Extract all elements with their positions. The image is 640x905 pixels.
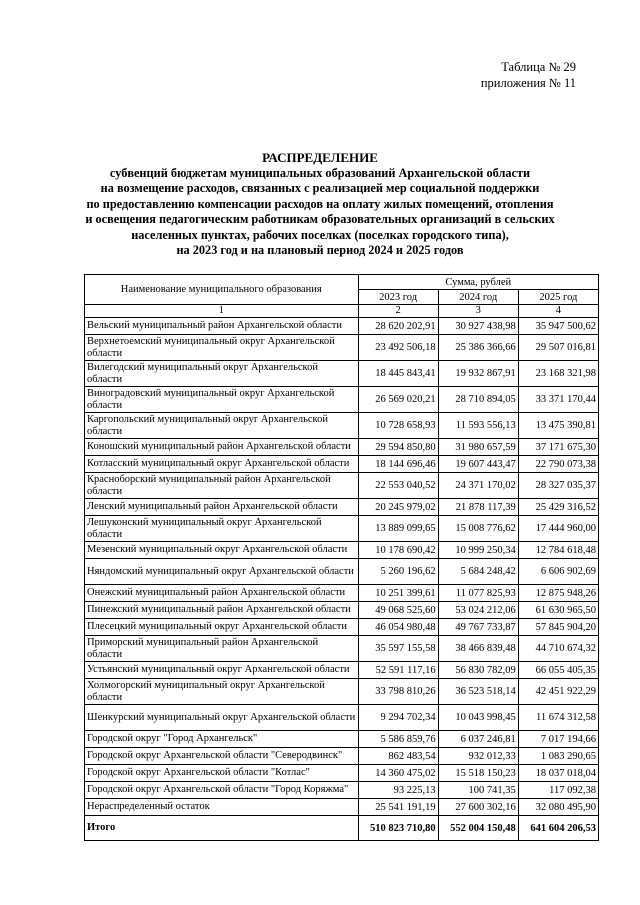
amount-2025: 37 171 675,30	[518, 439, 598, 456]
column-number: 3	[438, 305, 518, 318]
table-row	[85, 413, 599, 439]
total-label: Итого	[85, 816, 359, 841]
total-amount-2024: 552 004 150,48	[438, 816, 518, 841]
table-row	[85, 636, 599, 662]
amount-2025: 18 037 018,04	[518, 765, 598, 782]
amount-2023: 18 445 843,41	[358, 361, 438, 387]
municipality-name: Няндомский муниципальный округ Архангельской области	[85, 559, 359, 585]
column-header-year: 2023 год	[358, 290, 438, 305]
municipality-name: Холмогорский муниципальный округ Архангельской области	[85, 679, 359, 705]
title-main: РАСПРЕДЕЛЕНИЕ	[262, 150, 378, 165]
amount-2024: 53 024 212,06	[438, 602, 518, 619]
amount-2025: 7 017 194,66	[518, 731, 598, 748]
municipality-name: Приморский муниципальный район Архангельской области	[85, 636, 359, 662]
municipality-name: Мезенский муниципальный округ Архангельской области	[85, 542, 359, 559]
document-title	[60, 150, 580, 259]
amount-2023: 49 068 525,60	[358, 602, 438, 619]
amount-2025: 117 092,38	[518, 782, 598, 799]
table-row	[85, 662, 599, 679]
amount-2023: 35 597 155,58	[358, 636, 438, 662]
municipality-name: Вилегодский муниципальный округ Архангельской области	[85, 361, 359, 387]
amount-2025: 23 168 321,98	[518, 361, 598, 387]
municipality-name: Устьянский муниципальный округ Архангельской области	[85, 662, 359, 679]
amount-2025: 32 080 495,90	[518, 799, 598, 816]
amount-2024: 21 878 117,39	[438, 499, 518, 516]
column-header-sum: Сумма, рублей	[358, 275, 599, 290]
amount-2023: 23 492 506,18	[358, 335, 438, 361]
amount-2023: 26 569 020,21	[358, 387, 438, 413]
amount-2024: 24 371 170,02	[438, 473, 518, 499]
table-reference	[481, 59, 576, 91]
column-header-name: Наименование муниципального образования	[85, 275, 359, 305]
municipality-name: Городской округ Архангельской области "Город Коряжма"	[85, 782, 359, 799]
amount-2023: 10 251 399,61	[358, 585, 438, 602]
appendix-number: приложения № 11	[480, 76, 576, 90]
amount-2025: 1 083 290,65	[518, 748, 598, 765]
title-line: и освещения педагогическим работникам образовательных организаций в сельских	[85, 212, 555, 226]
table-row	[85, 679, 599, 705]
title-line: субвенций бюджетам муниципальных образований Архангельской области	[109, 165, 531, 180]
amount-2023: 28 620 202,91	[358, 318, 438, 335]
municipality-name: Онежский муниципальный район Архангельской области	[85, 585, 359, 602]
table-row	[85, 748, 599, 765]
table-row	[85, 602, 599, 619]
title-line: на 2023 год и на плановый период 2024 и 2025 годов	[176, 243, 464, 257]
amount-2023: 18 144 696,46	[358, 456, 438, 473]
municipality-name: Ленский муниципальный район Архангельской области	[85, 499, 359, 516]
amount-2024: 11 593 556,13	[438, 413, 518, 439]
amount-2025: 28 327 035,37	[518, 473, 598, 499]
amount-2023: 29 594 850,80	[358, 439, 438, 456]
amount-2025: 57 845 904,20	[518, 619, 598, 636]
amount-2023: 13 889 099,65	[358, 516, 438, 542]
table-row	[85, 559, 599, 585]
municipality-name: Городской округ "Город Архангельск"	[85, 731, 359, 748]
amount-2024: 25 386 366,66	[438, 335, 518, 361]
amount-2023: 10 728 658,93	[358, 413, 438, 439]
municipality-name: Городской округ Архангельской области "Северодвинск"	[85, 748, 359, 765]
table-row	[85, 335, 599, 361]
amount-2023: 5 586 859,76	[358, 731, 438, 748]
total-amount-2025: 641 604 206,53	[518, 816, 598, 841]
table-number: Таблица № 29	[501, 60, 576, 74]
municipality-name: Красноборский муниципальный район Архангельской области	[85, 473, 359, 499]
amount-2024: 31 980 657,59	[438, 439, 518, 456]
amount-2025: 33 371 170,44	[518, 387, 598, 413]
amount-2025: 29 507 016,81	[518, 335, 598, 361]
amount-2024: 15 518 150,23	[438, 765, 518, 782]
table-row	[85, 782, 599, 799]
table-row	[85, 387, 599, 413]
municipality-name: Коношский муниципальный район Архангельской области	[85, 439, 359, 456]
amount-2024: 19 932 867,91	[438, 361, 518, 387]
column-number: 4	[518, 305, 598, 318]
amount-2024: 932 012,33	[438, 748, 518, 765]
column-header-year: 2025 год	[518, 290, 598, 305]
distribution-table	[84, 274, 599, 841]
amount-2024: 11 077 825,93	[438, 585, 518, 602]
amount-2024: 15 008 776,62	[438, 516, 518, 542]
amount-2023: 9 294 702,34	[358, 705, 438, 731]
municipality-name: Верхнетоемский муниципальный округ Архангельской области	[85, 335, 359, 361]
amount-2024: 19 607 443,47	[438, 456, 518, 473]
table-row	[85, 318, 599, 335]
municipality-name: Пинежский муниципальный район Архангельской области	[85, 602, 359, 619]
column-number: 2	[358, 305, 438, 318]
table-row	[85, 516, 599, 542]
amount-2025: 44 710 674,32	[518, 636, 598, 662]
amount-2023: 10 178 690,42	[358, 542, 438, 559]
table-row	[85, 731, 599, 748]
municipality-name: Вельский муниципальный район Архангельской области	[85, 318, 359, 335]
amount-2025: 66 055 405,35	[518, 662, 598, 679]
amount-2024: 27 600 302,16	[438, 799, 518, 816]
table-row	[85, 705, 599, 731]
amount-2023: 5 260 196,62	[358, 559, 438, 585]
amount-2025: 13 475 390,81	[518, 413, 598, 439]
amount-2025: 6 606 902,69	[518, 559, 598, 585]
total-amount-2023: 510 823 710,80	[358, 816, 438, 841]
amount-2024: 49 767 733,87	[438, 619, 518, 636]
amount-2025: 35 947 500,62	[518, 318, 598, 335]
amount-2025: 61 630 965,50	[518, 602, 598, 619]
amount-2023: 862 483,54	[358, 748, 438, 765]
amount-2023: 22 553 040,52	[358, 473, 438, 499]
amount-2024: 10 043 998,45	[438, 705, 518, 731]
table-row	[85, 456, 599, 473]
amount-2025: 17 444 960,00	[518, 516, 598, 542]
amount-2024: 100 741,35	[438, 782, 518, 799]
table-row	[85, 439, 599, 456]
title-line: на возмещение расходов, связанных с реализацией мер социальной поддержки	[100, 181, 540, 195]
column-number: 1	[85, 305, 359, 318]
table-row	[85, 619, 599, 636]
amount-2023: 52 591 117,16	[358, 662, 438, 679]
amount-2025: 12 875 948,26	[518, 585, 598, 602]
title-line: населенных пунктах, рабочих поселках (поселках городского типа),	[131, 227, 509, 242]
municipality-name: Шенкурский муниципальный округ Архангельской области	[85, 705, 359, 731]
table-row	[85, 361, 599, 387]
amount-2024: 6 037 246,81	[438, 731, 518, 748]
amount-2024: 10 999 250,34	[438, 542, 518, 559]
amount-2023: 33 798 810,26	[358, 679, 438, 705]
municipality-name: Виноградовский муниципальный округ Архангельской области	[85, 387, 359, 413]
amount-2024: 38 466 839,48	[438, 636, 518, 662]
amount-2023: 46 054 980,48	[358, 619, 438, 636]
amount-2023: 93 225,13	[358, 782, 438, 799]
table-row	[85, 799, 599, 816]
amount-2025: 25 429 316,52	[518, 499, 598, 516]
municipality-name: Плесецкий муниципальный округ Архангельской области	[85, 619, 359, 636]
amount-2025: 42 451 922,29	[518, 679, 598, 705]
municipality-name: Каргопольский муниципальный округ Архангельской области	[85, 413, 359, 439]
municipality-name: Нераспределенный остаток	[85, 799, 359, 816]
table-row	[85, 542, 599, 559]
amount-2024: 30 927 438,98	[438, 318, 518, 335]
amount-2024: 36 523 518,14	[438, 679, 518, 705]
total-row	[85, 816, 599, 841]
table-row	[85, 765, 599, 782]
amount-2023: 14 360 475,02	[358, 765, 438, 782]
amount-2024: 56 830 782,09	[438, 662, 518, 679]
amount-2025: 22 790 073,38	[518, 456, 598, 473]
amount-2025: 11 674 312,58	[518, 705, 598, 731]
amount-2024: 28 710 894,05	[438, 387, 518, 413]
amount-2024: 5 684 248,42	[438, 559, 518, 585]
municipality-name: Городской округ Архангельской области "Котлас"	[85, 765, 359, 782]
table-row	[85, 585, 599, 602]
table-row	[85, 473, 599, 499]
title-line: по предоставлению компенсации расходов на оплату жилых помещений, отопления	[86, 196, 554, 211]
amount-2023: 20 245 979,02	[358, 499, 438, 516]
municipality-name: Лешуконский муниципальный округ Архангельской области	[85, 516, 359, 542]
amount-2025: 12 784 618,48	[518, 542, 598, 559]
table-row	[85, 499, 599, 516]
column-header-year: 2024 год	[438, 290, 518, 305]
municipality-name: Котласский муниципальный округ Архангельской области	[85, 456, 359, 473]
amount-2023: 25 541 191,19	[358, 799, 438, 816]
